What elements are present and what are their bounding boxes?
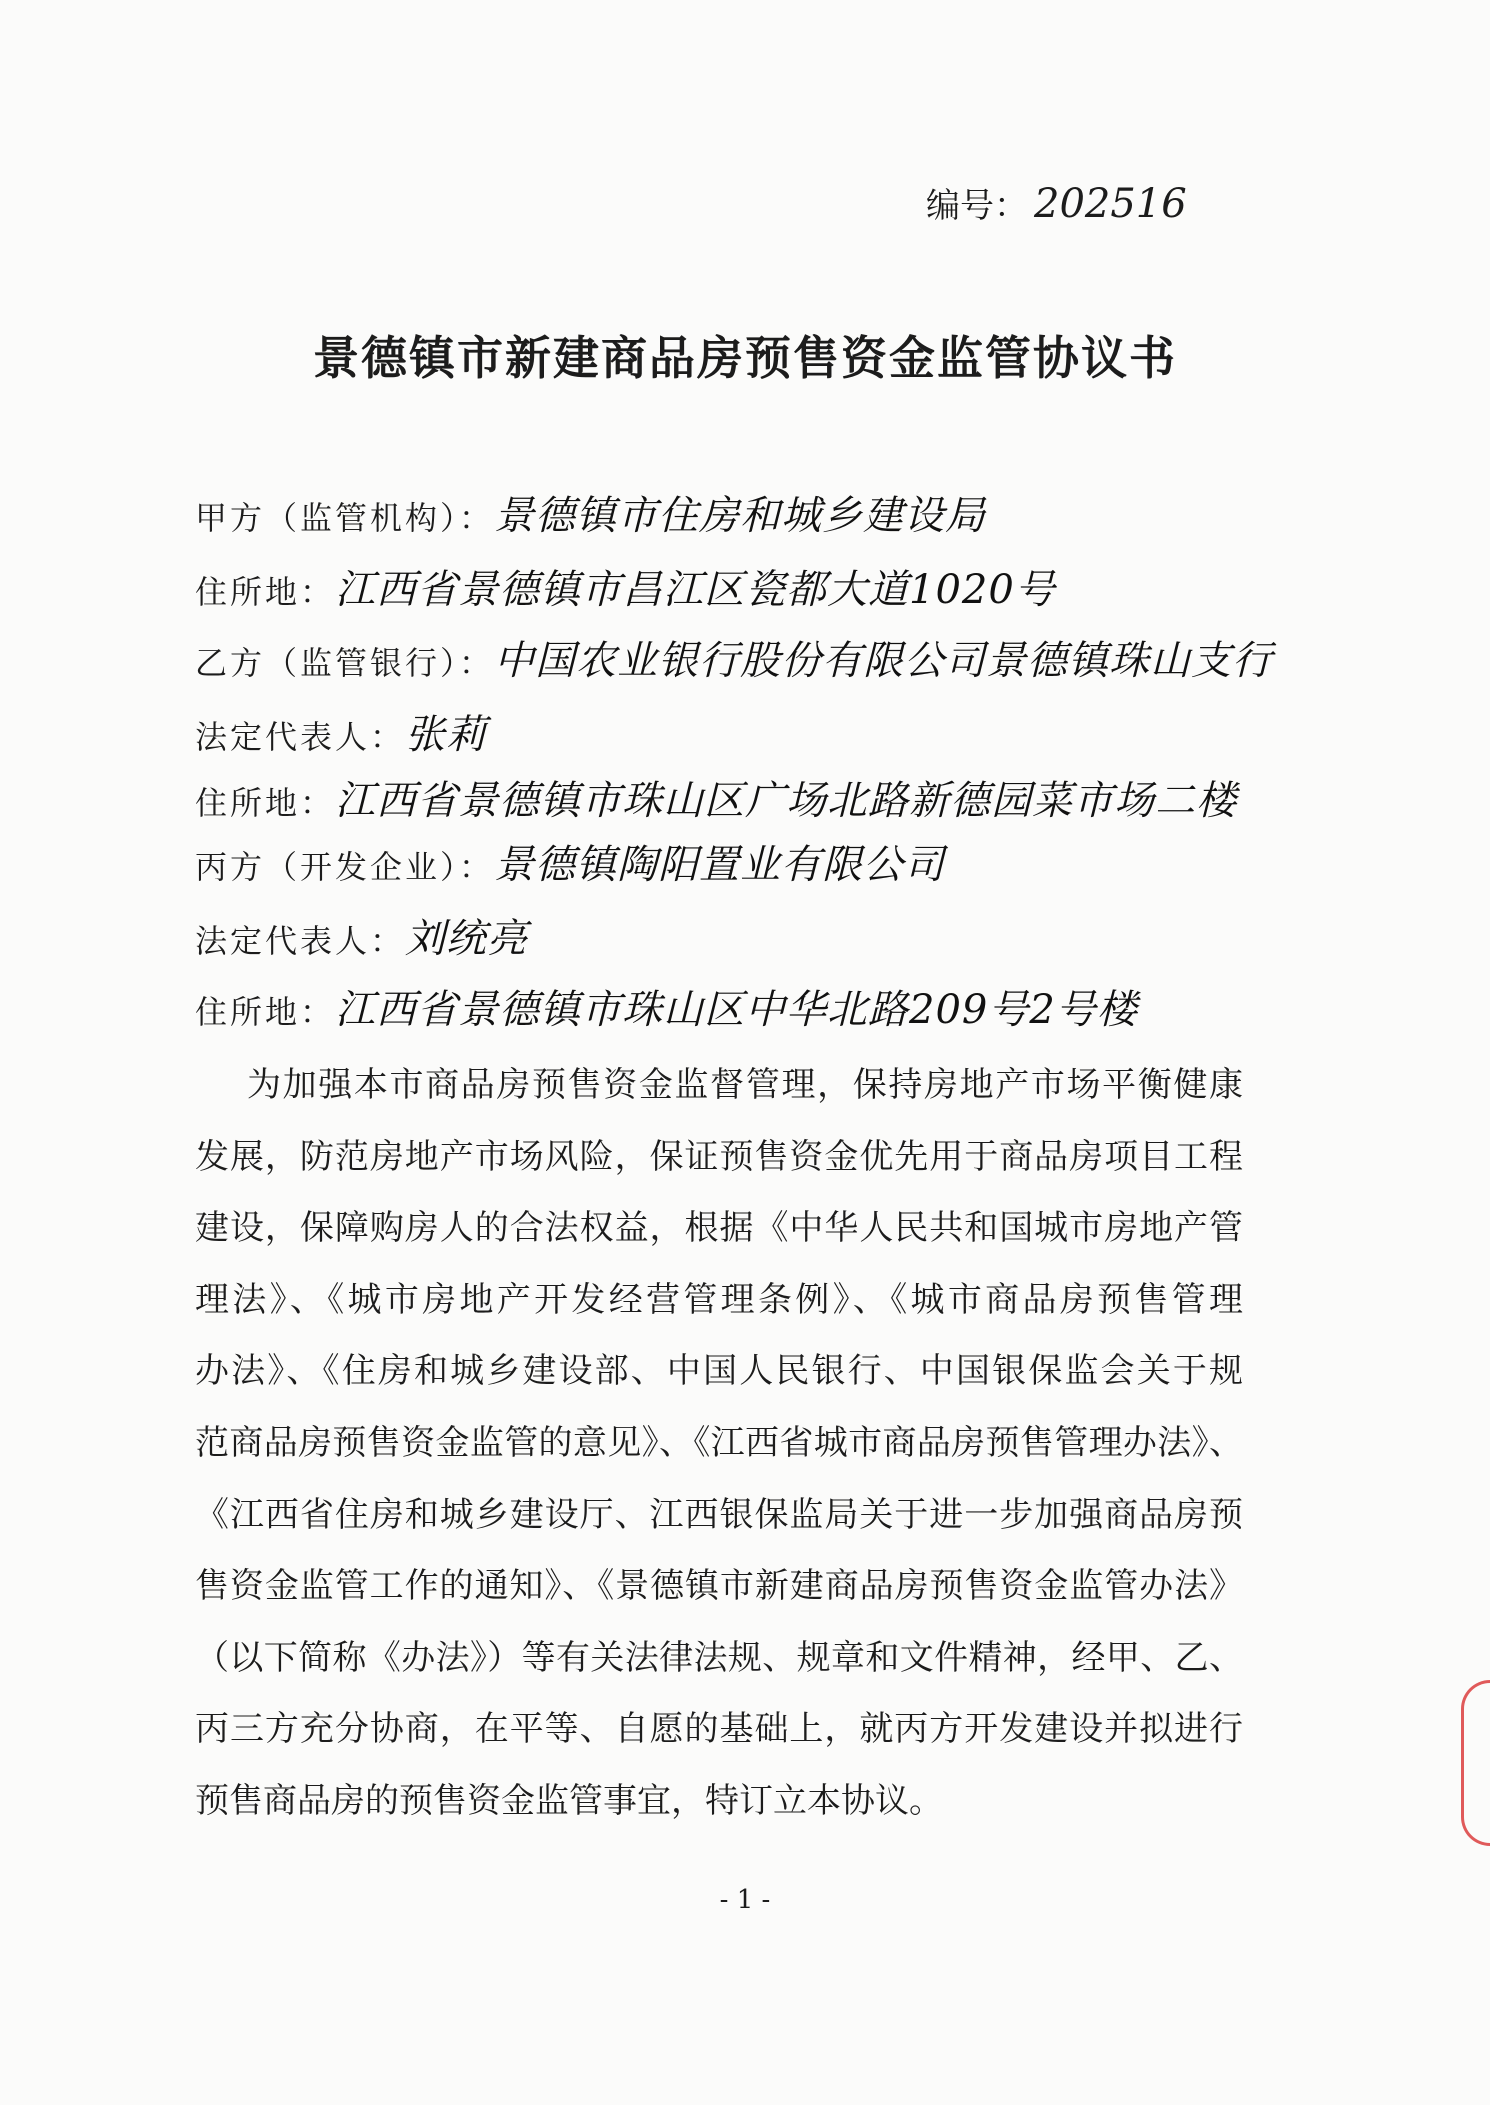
party-b-representative <box>195 703 487 760</box>
paragraph-line: 预售商品房的预售资金监管事宜，特订立本协议。 <box>195 1780 943 1821</box>
seal-stamp-edge <box>1461 1680 1490 1846</box>
field-label: 住所地： <box>195 573 336 611</box>
paragraph-line: 《江西省住房和城乡建设厅、江西银保监局关于进一步加强商品房预 <box>195 1494 1243 1535</box>
field-value: 刘统亮 <box>405 916 529 962</box>
document-title: 景德镇市新建商品房预售资金监管协议书 <box>313 331 1177 385</box>
paragraph-line: 发展，防范房地产市场风险，保证预售资金优先用于商品房项目工程 <box>195 1136 1243 1177</box>
field-label: 乙方（监管银行）： <box>195 644 495 682</box>
field-label: 法定代表人： <box>195 922 406 960</box>
paragraph-line: 丙三方充分协商，在平等、自愿的基础上，就丙方开发建设并拟进行 <box>195 1709 1243 1750</box>
field-label: 住所地： <box>195 993 336 1031</box>
field-label: 甲方（监管机构）： <box>195 499 495 537</box>
paragraph-line: 理法》、《城市房地产开发经营管理条例》、《城市商品房预售管理 <box>195 1279 1243 1320</box>
field-label: 法定代表人： <box>195 718 406 756</box>
paragraph-line: 售资金监管工作的通知》、《景德镇市新建商品房预售资金监管办法》 <box>195 1566 1243 1607</box>
party-c-representative <box>195 907 528 964</box>
page-number: - 1 - <box>719 1885 771 1915</box>
field-value: 江西省景德镇市珠山区中华北路209号2号楼 <box>335 987 1138 1033</box>
paragraph-line: 办法》、《住房和城乡建设部、中国人民银行、中国银保监会关于规 <box>195 1351 1243 1392</box>
field-value: 江西省景德镇市珠山区广场北路新德园菜市场二楼 <box>335 778 1238 824</box>
field-value: 江西省景德镇市昌江区瓷都大道1020号 <box>335 567 1056 613</box>
party-c-name <box>195 833 945 890</box>
field-value: 景德镇市住房和城乡建设局 <box>494 493 987 539</box>
paragraph-line: 范商品房预售资金监管的意见》、《江西省城市商品房预售管理办法》、 <box>195 1422 1243 1463</box>
party-b-address <box>195 769 1237 826</box>
field-label: 丙方（开发企业）： <box>195 848 495 886</box>
party-a-name <box>195 484 986 541</box>
paragraph-line: （以下简称《办法》）等有关法律法规、规章和文件精神，经甲、乙、 <box>195 1637 1243 1678</box>
preamble-paragraph <box>195 1050 1243 1838</box>
party-b-name <box>195 629 1273 686</box>
party-c-address <box>195 978 1138 1035</box>
document-number <box>926 178 1187 227</box>
party-a-address <box>195 558 1056 615</box>
field-value: 景德镇陶阳置业有限公司 <box>494 842 946 888</box>
field-value: 中国农业银行股份有限公司景德镇珠山支行 <box>494 638 1274 684</box>
document-number-label: 编号： <box>926 186 1028 226</box>
document-number-value: 202516 <box>1034 181 1187 227</box>
field-label: 住所地： <box>195 784 336 822</box>
field-value: 张莉 <box>405 712 488 758</box>
paragraph-line: 建设，保障购房人的合法权益，根据《中华人民共和国城市房地产管 <box>195 1208 1243 1249</box>
paragraph-line: 为加强本市商品房预售资金监督管理，保持房地产市场平衡健康 <box>247 1065 1243 1105</box>
